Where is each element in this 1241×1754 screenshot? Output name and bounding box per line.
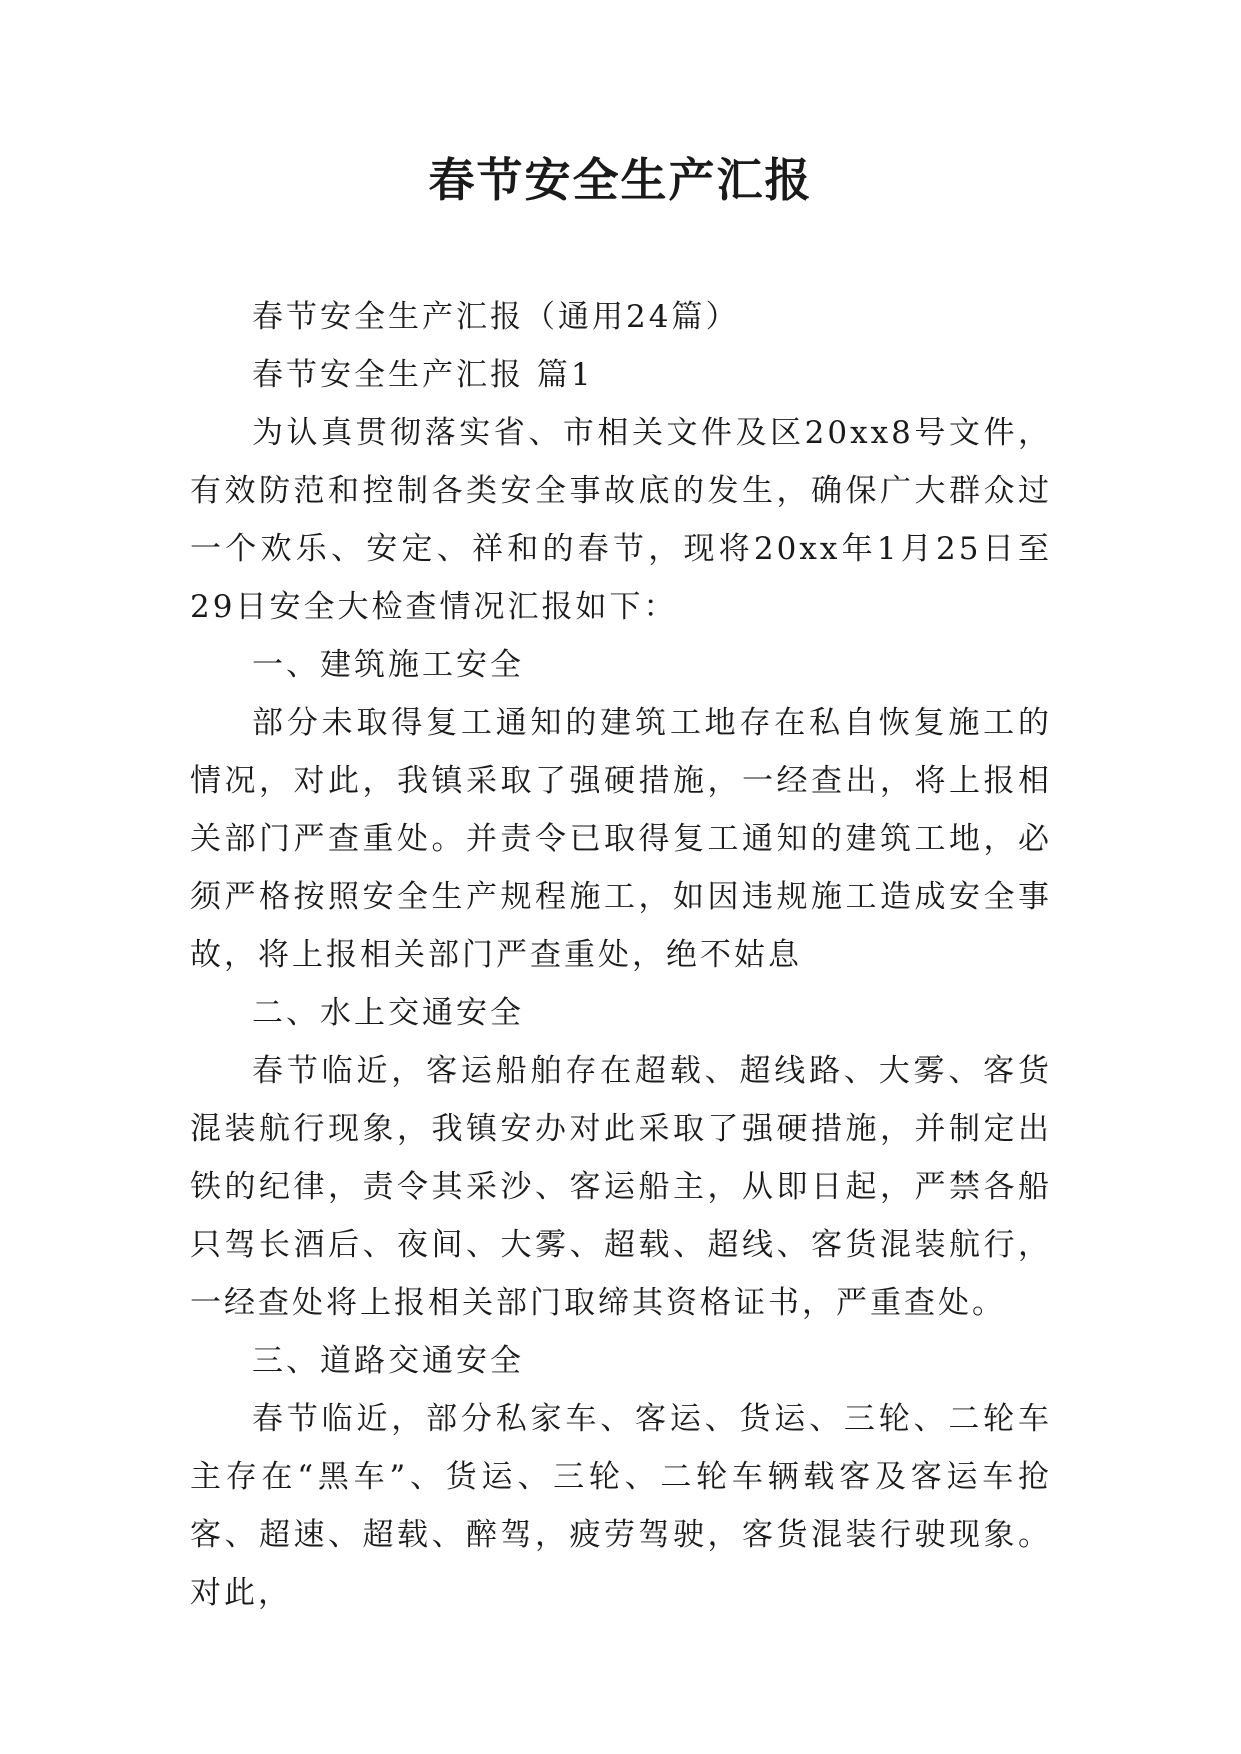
section-heading-paragraph: 春节安全生产汇报 篇1 [252,357,594,393]
road-traffic-safety-paragraph: 春节临近，部分私家车、客运、货运、三轮、二轮车主存在“黑车”、货运、三轮、二轮车辆载客及客运车抢客、超速、超载、醉驾，疲劳驾驶，客货混装行驶现象。对此， [190,1401,1052,1611]
heading-water-traffic-safety: 二、水上交通安全 [252,995,524,1031]
construction-safety-paragraph: 部分未取得复工通知的建筑工地存在私自恢复施工的情况，对此，我镇采取了强硬措施，一经查出，将上报相关部门严查重处。并责令已取得复工通知的建筑工地，必须严格按照安全生产规程施工，如因违规施工造成安全事故，将上报相关部门严查重处，绝不姑息 [190,705,1052,973]
heading-construction-safety: 一、建筑施工安全 [252,647,524,683]
subtitle-paragraph: 春节安全生产汇报（通用24篇） [252,299,740,335]
document-body [190,288,1052,1622]
document-title: 春节安全生产汇报 [428,153,813,207]
heading-road-traffic-safety: 三、道路交通安全 [252,1343,524,1379]
intro-paragraph: 为认真贯彻落实省、市相关文件及区20xx8号文件，有效防范和控制各类安全事故底的发生，确保广大群众过一个欢乐、安定、祥和的春节，现将20xx年1月25日至29日安全大检查情况汇报如下： [190,415,1052,625]
water-traffic-safety-paragraph: 春节临近，客运船舶存在超载、超线路、大雾、客货混装航行现象，我镇安办对此采取了强硬措施，并制定出铁的纪律，责令其采沙、客运船主，从即日起，严禁各船只驾长酒后、夜间、大雾、超载、超线、客货混装航行，一经查处将上报相关部门取缔其资格证书，严重查处。 [190,1053,1052,1321]
